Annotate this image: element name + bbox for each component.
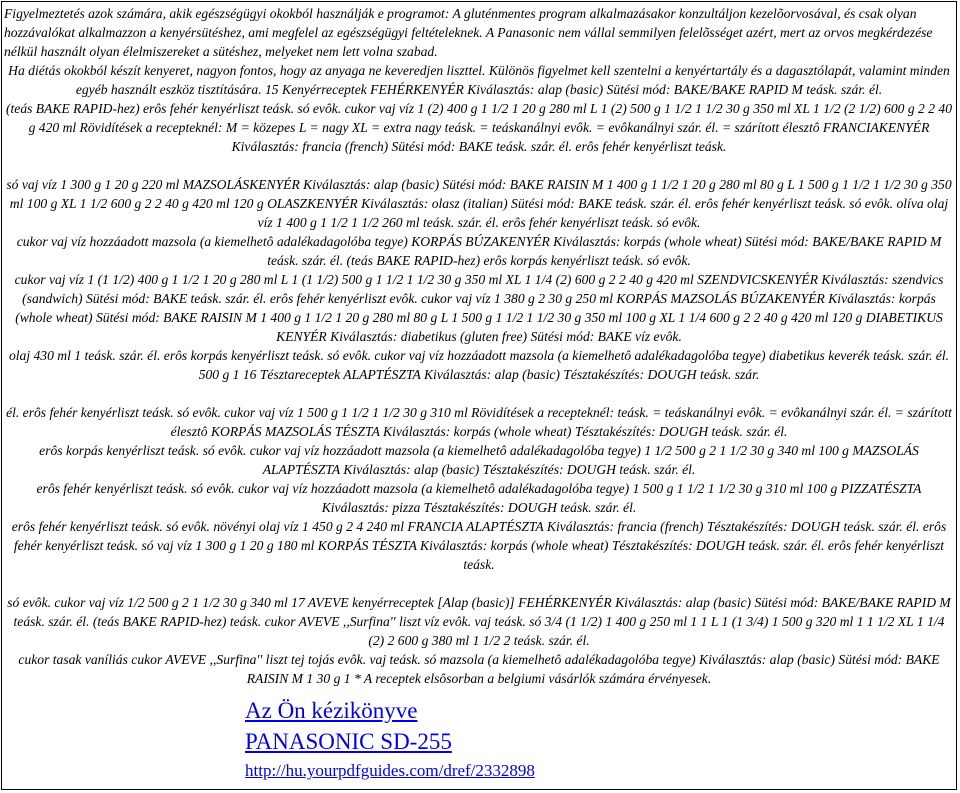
aveve-paragraph: só evôk. cukor vaj víz 1/2 500 g 2 1 1/2 30 g 340 ml 17 AVEVE kenyérreceptek [Alap (basic)] FEHÉRKENYÉR Kiválasztás: alap (basic) Sütési mód: BAKE/BAKE RAPID M teásk. szár. él. (teás BAKE RAPID-hez) teásk. cukor AVEVE ,,Surfina'' liszt víz evôk. vaj teásk. só 3/4 (1 1/2) 1 400 g 250 ml 1 1 L 1 (1 3/4) 1 500 g 320 ml 1 1 1/2 XL 1 1/4 (2) 2 600 g 380 ml 1 1/2 2 teásk. szár. él. [7,595,951,648]
diet-paragraph: Ha diétás okokból készít kenyeret, nagyon fontos, hogy az anyaga ne keveredjen liszttel. Különös figyelmet kell szentelni a kenyértartály és a dagasztólapát, valamint minden egyéb használt eszköz tisztítására. 15 Kenyérreceptek FEHÉRKENYÉR Kiválasztás: alap (basic) Sütési mód: BAKE/BAKE RAPID M teásk. szár. él. [8,63,950,97]
dough-paragraph: él. erôs fehér kenyérliszt teásk. só evôk. cukor vaj víz 1 500 g 1 1/2 1 1/2 30 g 310 ml Rövidítések a recepteknél: teásk. = teáskanálnyi evôk. = evôkanálnyi szár. él. = szárított élesztô KORPÁS MAZSOLÁS TÉSZTA Kiválasztás: korpás (whole wheat) Tésztakészítés: DOUGH teásk. szár. él. [6,405,952,439]
aveve-paragraph: cukor tasak vaníliás cukor AVEVE ,,Surfina'' liszt tej tojás evôk. vaj teásk. só mazsola (a kiemelhetô adalékadagolóba tegye) Kiválasztás: alap (basic) Sütési mód: BAKE RAISIN M 1 30 g 1 * A receptek elsôsorban a belgiumi vásárlók számára érvényesek. [18,652,940,686]
recipe-paragraph: cukor vaj víz 1 (1 1/2) 400 g 1 1/2 1 20 g 280 ml L 1 (1 1/2) 500 g 1 1/2 1 1/2 30 g 350 ml XL 1 1/4 (2) 600 g 2 2 40 g 420 ml SZENDVICSKENYÉR Kiválasztás: szendvics (sandwich) Sütési mód: BAKE teásk. szár. él. erôs fehér kenyérliszt evôk. cukor vaj víz 1 380 g 2 30 g 250 ml KORPÁS MAZSOLÁS BÚZAKENYÉR Kiválasztás: korpás (whole wheat) Sütési mód: BAKE RAISIN M 1 400 g 1 1/2 1 20 g 280 ml 80 g L 1 500 g 1 1/2 1 1/2 30 g 350 ml 100 g XL 1 1/4 600 g 2 2 40 g 420 ml 120 g DIABETIKUS KENYÉR Kiválasztás: diabetikus (gluten free) Sütési mód: BAKE víz evôk. [14,272,944,344]
recipe-paragraph: cukor vaj víz hozzáadott mazsola (a kiemelhetô adalékadagolóba tegye) KORPÁS BÚZAKENYÉR Kiválasztás: korpás (whole wheat) Sütési mód: BAKE/BAKE RAPID M teásk. szár. él. (teás BAKE RAPID-hez) erôs korpás kenyérliszt teásk. só evôk. [16,234,942,268]
recipe-paragraph: (teás BAKE RAPID-hez) erôs fehér kenyérliszt teásk. só evôk. cukor vaj víz 1 (2) 400 g 1 1/2 1 20 g 280 ml L 1 (2) 500 g 1 1/2 1 1/2 30 g 350 ml XL 1 1/2 (2 1/2) 600 g 2 2 40 g 420 ml Rövidítések a recepteknél: M = közepes L = nagy XL = extra nagy teásk. = teáskanálnyi evôk. = evôkanálnyi szár. él. = szárított élesztô FRANCIAKENYÉR Kiválasztás: francia (french) Sütési mód: BAKE teásk. szár. él. erôs fehér kenyérliszt teásk. [5,101,953,154]
manual-title-link[interactable]: Az Ön kézikönyve [245,698,418,723]
spacer [4,156,954,175]
manual-links [245,695,535,783]
spacer [4,384,954,403]
recipe-paragraph: olaj 430 ml 1 teásk. szár. él. erôs korpás kenyérliszt teásk. só evôk. cukor vaj víz hozzáadott mazsola (a kiemelhetô adalékadagolóba tegye) diabetikus keverék teásk. szár. él. 500 g 1 16 Tésztareceptek ALAPTÉSZTA Kiválasztás: alap (basic) Tésztakészítés: DOUGH teásk. szár. [8,348,950,382]
product-model-link[interactable]: PANASONIC SD-255 [245,729,452,754]
dough-paragraph: erôs fehér kenyérliszt teásk. só evôk. cukor vaj víz hozzáadott mazsola (a kiemelhetô adalékadagolóba tegye) 1 500 g 1 1/2 1 1/2 30 g 310 ml 100 g PIZZATÉSZTA Kiválasztás: pizza Tésztakészítés: DOUGH teásk. szár. él. [36,481,922,515]
warning-paragraph: Figyelmeztetés azok számára, akik egészségügyi okokból használják e programot: A gluténmentes program alkalmazásakor konzultáljon kezelõorvosával, és csak olyan hozzávalókat alkalmazzon a kenyérsütéshez, ami megfelel az egészségügyi feltételeknek. A Panasonic nem vállal semmilyen felelõsséget azért, mert az orvos megkérdezése nélkül használt olyan élelmiszereket a sütéshez, melyeket nem lett volna szabad. [4,6,933,59]
dough-paragraph: erôs fehér kenyérliszt teásk. só evôk. növényi olaj víz 1 450 g 2 4 240 ml FRANCIA ALAPTÉSZTA Kiválasztás: francia (french) Tésztakészítés: DOUGH teásk. szár. él. erôs fehér kenyérliszt teásk. só vaj víz 1 300 g 1 20 g 180 ml KORPÁS TÉSZTA Kiválasztás: korpás (whole wheat) Tésztakészítés: DOUGH teásk. szár. él. erôs fehér kenyérliszt teásk. [11,519,947,572]
manual-url-link[interactable]: http://hu.yourpdfguides.com/dref/2332898 [245,761,535,780]
recipe-paragraph: só vaj víz 1 300 g 1 20 g 220 ml MAZSOLÁSKENYÉR Kiválasztás: alap (basic) Sütési mód: BAKE RAISIN M 1 400 g 1 1/2 1 20 g 280 ml 80 g L 1 500 g 1 1/2 1 1/2 30 g 350 ml 100 g XL 1 1/2 600 g 2 2 40 g 420 ml 120 g OLASZKENYÉR Kiválasztás: olasz (italian) Sütési mód: BAKE teásk. szár. él. erôs fehér kenyérliszt teásk. só evôk. olíva olaj víz 1 400 g 1 1/2 1 1/2 260 ml teásk. szár. él. erôs fehér kenyérliszt teásk. só evôk. [6,177,952,230]
dough-paragraph: erôs korpás kenyérliszt teásk. só evôk. cukor vaj víz hozzáadott mazsola (a kiemelhetô adalékadagolóba tegye) 1 1/2 500 g 2 1 1/2 30 g 340 ml 100 g MAZSOLÁS ALAPTÉSZTA Kiválasztás: alap (basic) Tésztakészítés: DOUGH teásk. szár. él. [39,443,919,477]
spacer [4,574,954,593]
manual-text [4,4,954,688]
